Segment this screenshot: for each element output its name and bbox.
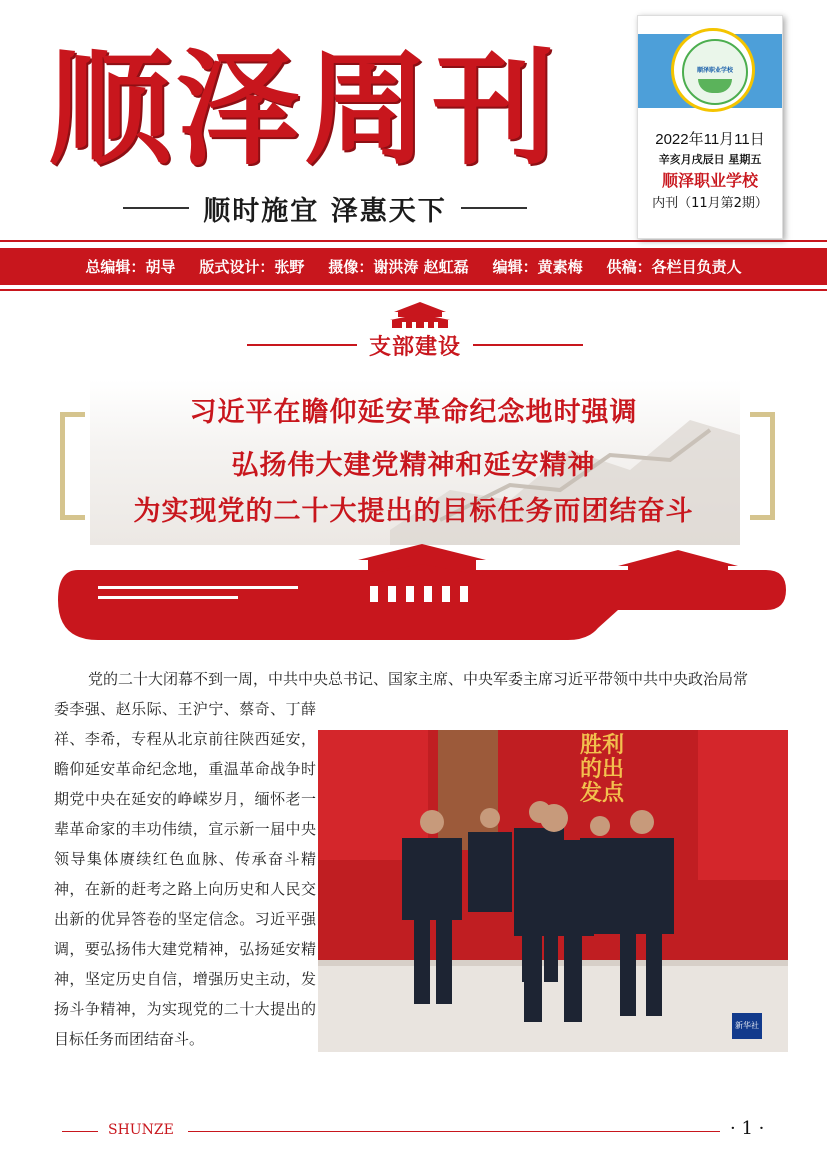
tiananmen-banner-illustration [58, 540, 786, 642]
band-bottom-rule [0, 289, 827, 291]
credit-layout: 版式设计：张野 [199, 258, 305, 276]
news-photo [318, 730, 788, 1052]
school-logo-text: 顺泽职业学校 [696, 67, 733, 74]
photo-wall-text: 胜利的出发点 [580, 733, 625, 806]
slogan-text: 顺时施宜 泽惠天下 [203, 195, 447, 227]
band-top-rule [0, 240, 827, 242]
footer-rule-left [62, 1131, 98, 1132]
lunar-date: 辛亥月戌辰日 星期五 [658, 153, 762, 166]
credits-band [0, 248, 827, 285]
article-body: 委李强、赵乐际、王沪宁、蔡奇、丁薛祥、李希，专程从北京前往陕西延安，瞻仰延安革命纪念地，重温革命战争时期党中央在延安的峥嵘岁月，缅怀老一辈革命家的丰功伟绩，宣示新一届中央领导集体赓续红色血脉、传承奋斗精神，在新的赶考之路上向历史和人民交出新的优异答卷的坚定信念。习近平强调，要弘扬伟大建党精神，弘扬延安精神，坚定历史自信，增强历史主动，发扬斗争精神，为实现党的二十大提出的目标任务而团结奋斗。 [54, 700, 316, 1048]
school-logo-banner [638, 16, 782, 124]
section-rule-left [247, 344, 357, 346]
masthead-slogan [100, 188, 550, 228]
section-header [240, 330, 590, 360]
school-logo-icon [671, 28, 755, 112]
headline-line-3: 为实现党的二十大提出的目标任务而团结奋斗 [133, 496, 694, 527]
slogan-divider-left [123, 207, 189, 209]
section-title: 支部建设 [368, 334, 461, 360]
credit-contributors: 供稿：各栏目负责人 [606, 258, 742, 276]
credit-editor: 编辑：黄素梅 [492, 258, 583, 276]
hands-icon [698, 79, 732, 93]
credit-photography: 摄像：谢洪涛 赵虹磊 [328, 258, 469, 276]
school-name: 顺泽职业学校 [661, 171, 758, 190]
tiananmen-icon [388, 298, 452, 328]
footer-rule-right [188, 1131, 720, 1132]
page-number: · 1 · [730, 1118, 765, 1139]
footer-brand: SHUNZE [108, 1122, 174, 1138]
xinhua-watermark: 新华社 [732, 1013, 762, 1039]
headline-line-2: 弘扬伟大建党精神和延安精神 [231, 450, 596, 481]
article-first-line: 党的二十大闭幕不到一周，中共中央总书记、国家主席、中央军委主席习近平带领中共中央政治局常 [88, 670, 749, 688]
news-photo-image [318, 730, 788, 1052]
issue-date: 2022年11月11日 [655, 131, 765, 148]
section-rule-right [473, 344, 583, 346]
issue-info-card [637, 15, 783, 239]
headline-line-1: 习近平在瞻仰延安革命纪念地时强调 [189, 397, 638, 428]
slogan-divider-right [461, 207, 527, 209]
issue-number: 内刊（11月第2期） [652, 196, 768, 211]
credit-chief-editor: 总编辑：胡导 [85, 258, 176, 276]
masthead-title: 顺泽周刊 [48, 37, 561, 182]
school-logo-emblem [682, 39, 748, 105]
